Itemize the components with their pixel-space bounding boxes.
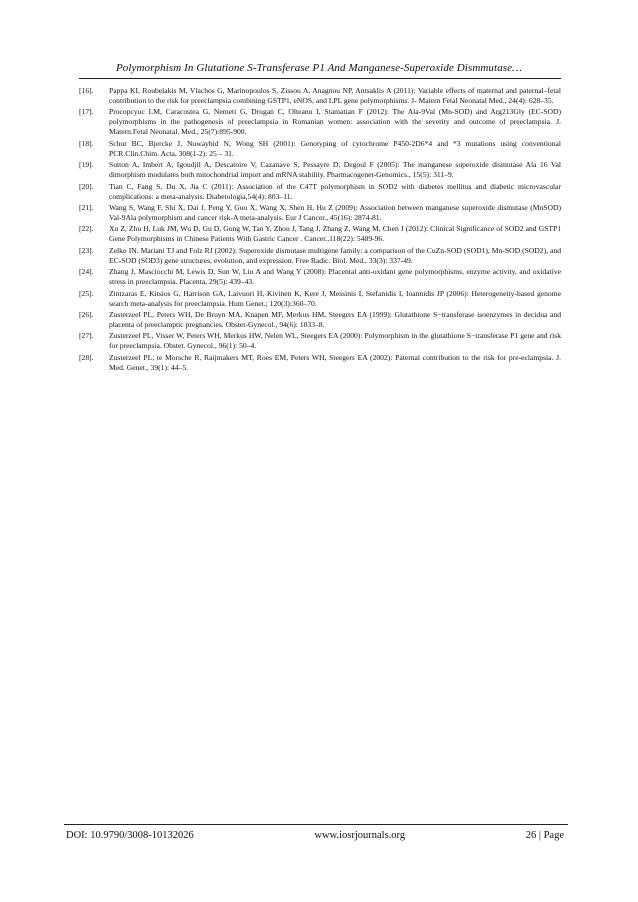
reference-number: [19]. xyxy=(79,160,94,170)
reference-item xyxy=(79,267,561,287)
reference-item xyxy=(79,331,561,351)
running-title: Polymorphism In Glutatione S-Transferase P1 And Manganese-Superoxide Dismmutase… xyxy=(115,62,523,74)
reference-number: [18]. xyxy=(79,138,94,148)
reference-text: Zelko IN. Mariani TJ and Folz RJ (2002): Superoxide dismutase multigene family: a comparison of the CuZn-SOD (SOD1), Mn-SOD (SOD2), and EC-SOD (SOD3) gene structures, evolution, and expression. Free Radic. Biol. Med., 33(3): 337-49. xyxy=(109,245,561,265)
reference-number: [16]. xyxy=(79,86,94,95)
reference-text: Zusterzeel PL, Visser W, Peters WH, Merkus HW, Nelen WL, Steegers EA (2000): Polymorphism in the glutathione S−transferase P1 gene and risk for preeclampsia. Obstet. Gynecol., 96(1): 50–4. xyxy=(109,331,561,351)
reference-number: [17]. xyxy=(79,107,94,117)
reference-list xyxy=(79,86,561,374)
reference-number: [24]. xyxy=(79,267,94,277)
reference-text: Sutton A, Imbert A, Igoudjil A, Descatoire V, Cazanave S, Pessayre D, Degoul F (2005): The manganese superoxide dismutase Ala 16 Val dimorphism modulates both mitochondrial import and mRNA stability. Pharmacogenet-Genomics., 15(5): 311–9. xyxy=(109,160,561,180)
reference-number: [28]. xyxy=(79,352,94,362)
footer-doi: DOI: 10.9790/3008-10132026 xyxy=(66,830,194,841)
reference-text: Procopcyuc LM, Caracostea G, Nemeti G, Drugan C, Olteanu I, Stamatian F (2012): The Ala-9Val (Mn-SOD) and Arg213Gly (EC-SOD) polymorphisms in the pathogenesis of preeclampsia in Romanian women: association with the severity and outcome of preeclampsia. J. Matern.Fetal Neonatal. Med., 25(7):895-900. xyxy=(109,107,561,137)
reference-item xyxy=(79,182,561,202)
reference-number: [20]. xyxy=(79,181,94,191)
reference-item xyxy=(79,289,561,309)
reference-item xyxy=(79,139,561,159)
reference-text: Pappa KI, Roubelakis M, Vlachos G, Marinopoulos S, Zissou A, Anagnou NP, Antsaklis A (2011): Variable effects of maternal and paternal–fetal contribution to the risk for preeclampsia combining GSTP1, eNOS, and LPL gene polymorphisms. J- Matern Fetal Neonatal Med., 24(4): 628–35. xyxy=(109,86,561,105)
reference-number: [27]. xyxy=(79,331,94,341)
reference-number: [25]. xyxy=(79,288,94,298)
reference-item xyxy=(79,160,561,180)
reference-item xyxy=(79,107,561,137)
reference-number: [23]. xyxy=(79,245,94,255)
footer-page-number: 26 | Page xyxy=(525,830,564,841)
reference-item xyxy=(79,246,561,266)
reference-number: [26]. xyxy=(79,309,94,319)
reference-item xyxy=(79,310,561,330)
header-divider xyxy=(79,78,561,79)
reference-text: Tian C, Fang S, Du X, Jia C (2011): Association of the C47T polymorphism in SOD2 with diabetes mellitus and diabetic microvascular complications: a meta-analysis. Diabetologia,54(4): 803–11. xyxy=(109,181,561,201)
reference-number: [21]. xyxy=(79,202,94,212)
reference-item xyxy=(79,353,561,373)
reference-text: Zintzaras E, Kitsios G, Harrison GA, Laivuori H, Kivinen K, Kere J, Messinis I, Stefanidis I, Ioannidis JP (2006): Heterogeneity-based genome search meta-analysis for preeclampsia. Hum Genet.; 120(3):360–70. xyxy=(109,288,561,308)
reference-text: Xu Z, Zhu H, Luk JM, Wu D, Gu D, Gong W, Tan Y, Zhou J, Tang J, Zhang Z, Wang M, Chen J (2012): Clinical Significance of SOD2 and GSTP1 Gene Polymorphisms in Chinese Patients With Gastric Cancer . Cancer.,118(22): 5489-96. xyxy=(109,224,561,244)
reference-item xyxy=(79,203,561,223)
reference-text: Zhang J, Masciocchi M, Lewis D, Sun W, Liu A and Wang Y (2008): Placental anti-oxidant gene polymorphisms, enzyme activity, and oxidative stress in preeclampsia. Placenta, 29(5): 439–43. xyxy=(109,267,561,287)
reference-number: [22]. xyxy=(79,224,94,234)
footer-website: www.iosrjournals.org xyxy=(314,830,406,841)
footer-divider xyxy=(64,824,568,825)
reference-item xyxy=(79,86,561,106)
reference-text: Schur BC, Bjercke J, Nuwayhid N, Wong SH (2001): Genotyping of cytochrome P450-2D6*4 and *3 mutations using conventional PCR.Clin.Chim. Acta, 308(1-2): 25 – 31. xyxy=(109,138,561,158)
reference-item xyxy=(79,224,561,244)
page-footer xyxy=(66,830,564,841)
reference-text: Wang S, Wang F, Shi X, Dai J, Peng Y, Guo X, Wang X, Shen H, Hu Z (2009): Association between manganese superoxide dismutase (MnSOD) Val-9Ala polymorphism and cancer risk-A meta-analysis. Eur J Cancer., 45(16): 2874-81. xyxy=(109,202,561,222)
reference-text: Zusterzeel PL, Peters WH, De Bruyn MA, Knapen MF, Merkus HM, Steegers EA (1999): Glutathione S−transferase isoenzymes in decidua and placenta of preeclamptic pregnancies. Obstet-Gynecol., 94(6): 1033–8. xyxy=(109,309,561,329)
reference-text: Zusterzeel PL, te Morsche R, Raijmakers MT, Roes EM, Peters WH, Steegers EA (2002): Paternal contribution to the risk for pre-eclampsia. J. Med. Genet., 39(1): 44–5. xyxy=(109,352,561,372)
